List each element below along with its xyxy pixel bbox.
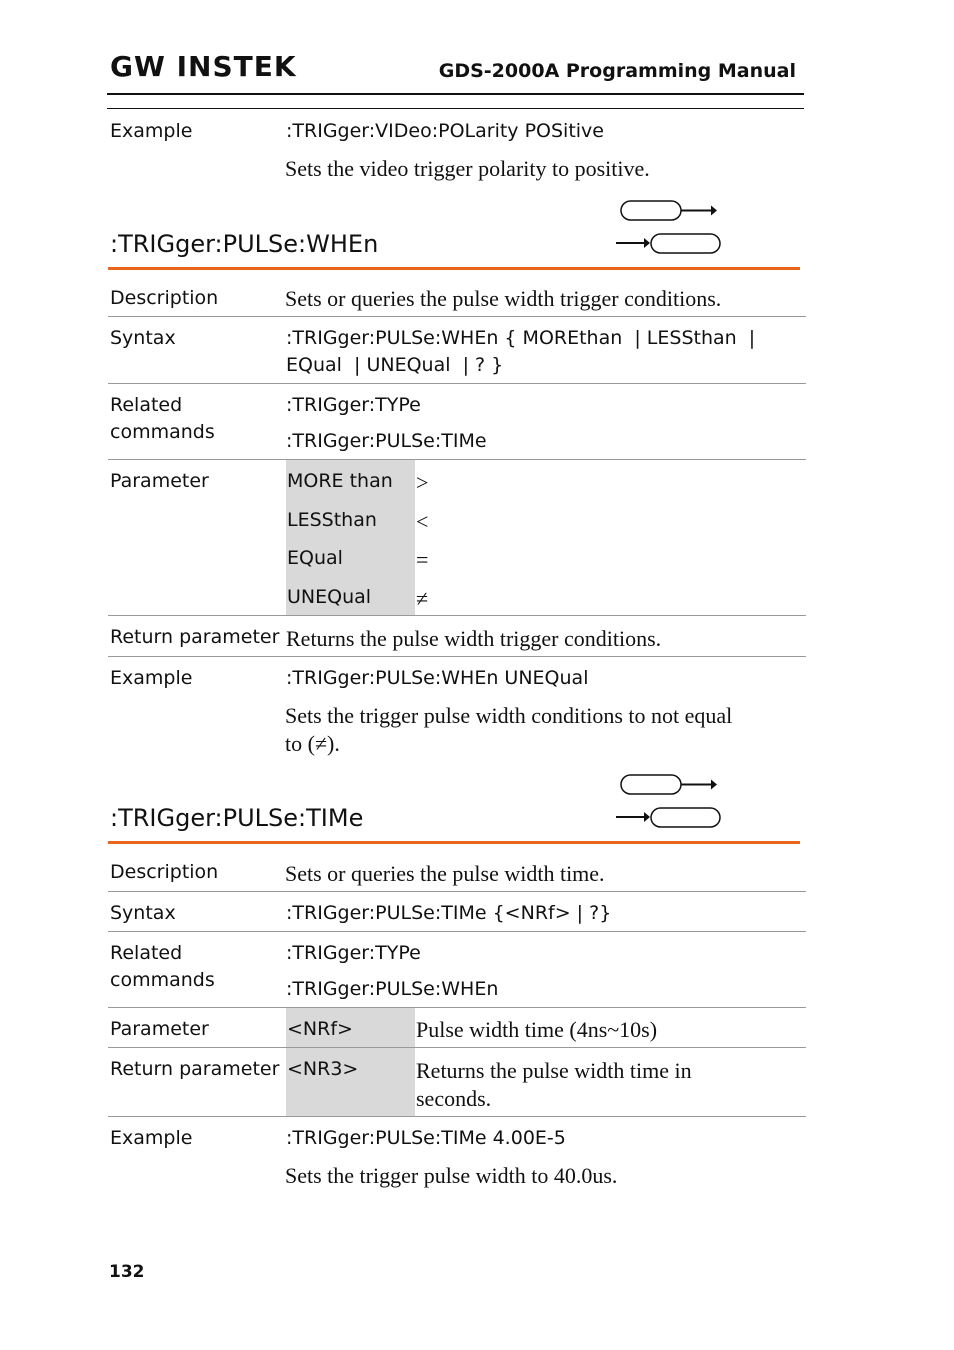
section-rule [108, 841, 800, 844]
row-divider [108, 459, 806, 460]
example-text: Sets the video trigger polarity to positive. [285, 156, 650, 181]
example-command: :TRIGger:VIDeo:POLarity POSitive [286, 120, 604, 142]
example-text: Sets the trigger pulse width conditions to not equal [285, 703, 733, 728]
row-divider [108, 656, 806, 657]
example-text-cont: to (≠). [285, 731, 340, 756]
header-rule [107, 93, 804, 95]
parameter-name: UNEQual [287, 586, 372, 608]
parameter-label: Parameter [110, 470, 209, 492]
example-label: Example [110, 120, 193, 142]
description-label: Description [110, 861, 219, 883]
related-label: Related [110, 942, 183, 964]
example-command: :TRIGger:PULSe:TIMe 4.00E-5 [286, 1127, 566, 1149]
syntax-text-cont: EQual | UNEQual | ? } [286, 354, 504, 376]
related-label-cont: commands [110, 421, 215, 443]
set-query-icon [614, 772, 724, 834]
example-label: Example [110, 667, 193, 689]
parameter-symbol: ≠ [416, 586, 429, 611]
description-text: Sets or queries the pulse width trigger conditions. [285, 286, 722, 311]
related-command: :TRIGger:PULSe:TIMe [286, 430, 487, 452]
return-label: Return parameter [110, 626, 280, 648]
parameter-name: EQual [287, 547, 343, 569]
row-divider [108, 1116, 806, 1117]
related-label-cont: commands [110, 969, 215, 991]
row-divider [108, 316, 806, 317]
description-label: Description [110, 287, 219, 309]
syntax-label: Syntax [110, 327, 176, 349]
parameter-symbol: < [416, 509, 429, 534]
example-command: :TRIGger:PULSe:WHEn UNEQual [286, 667, 589, 689]
return-text: Returns the pulse width time in [416, 1058, 692, 1083]
parameter-name: LESSthan [287, 509, 377, 531]
parameter-label: Parameter [110, 1018, 209, 1040]
example-text: Sets the trigger pulse width to 40.0us. [285, 1163, 618, 1188]
related-command: :TRIGger:TYPe [286, 394, 421, 416]
section-rule [108, 267, 800, 270]
section-title: :TRIGger:PULSe:TIMe [110, 804, 364, 832]
parameter-symbol: = [416, 547, 429, 572]
set-query-icon [614, 198, 724, 260]
parameter-name: MORE than [287, 470, 393, 492]
row-divider [108, 383, 806, 384]
parameter-name: <NRf> [287, 1018, 353, 1040]
parameter-text: Pulse width time (4ns~10s) [416, 1017, 658, 1042]
row-divider [108, 1047, 806, 1048]
row-divider [108, 931, 806, 932]
description-text: Sets or queries the pulse width time. [285, 861, 605, 886]
header-rule-thin [107, 108, 804, 109]
parameter-symbol: > [416, 470, 429, 495]
return-label: Return parameter [110, 1058, 280, 1080]
page-number: 132 [109, 1262, 145, 1282]
return-name: <NR3> [287, 1058, 359, 1080]
row-divider [108, 891, 806, 892]
section-title: :TRIGger:PULSe:WHEn [110, 230, 379, 258]
syntax-text: :TRIGger:PULSe:WHEn { MOREthan | LESSthan | [286, 327, 756, 349]
return-text-cont: seconds. [416, 1086, 492, 1111]
related-command: :TRIGger:TYPe [286, 942, 421, 964]
related-command: :TRIGger:PULSe:WHEn [286, 978, 499, 1000]
example-label: Example [110, 1127, 193, 1149]
manual-title: GDS-2000A Programming Manual [438, 60, 796, 82]
gw-instek-logo: GW INSTEK [110, 50, 297, 83]
syntax-text: :TRIGger:PULSe:TIMe {<NRf> | ?} [286, 902, 612, 924]
row-divider [108, 615, 806, 616]
syntax-label: Syntax [110, 902, 176, 924]
row-divider [108, 1007, 806, 1008]
related-label: Related [110, 394, 183, 416]
return-text: Returns the pulse width trigger conditions. [286, 626, 662, 651]
